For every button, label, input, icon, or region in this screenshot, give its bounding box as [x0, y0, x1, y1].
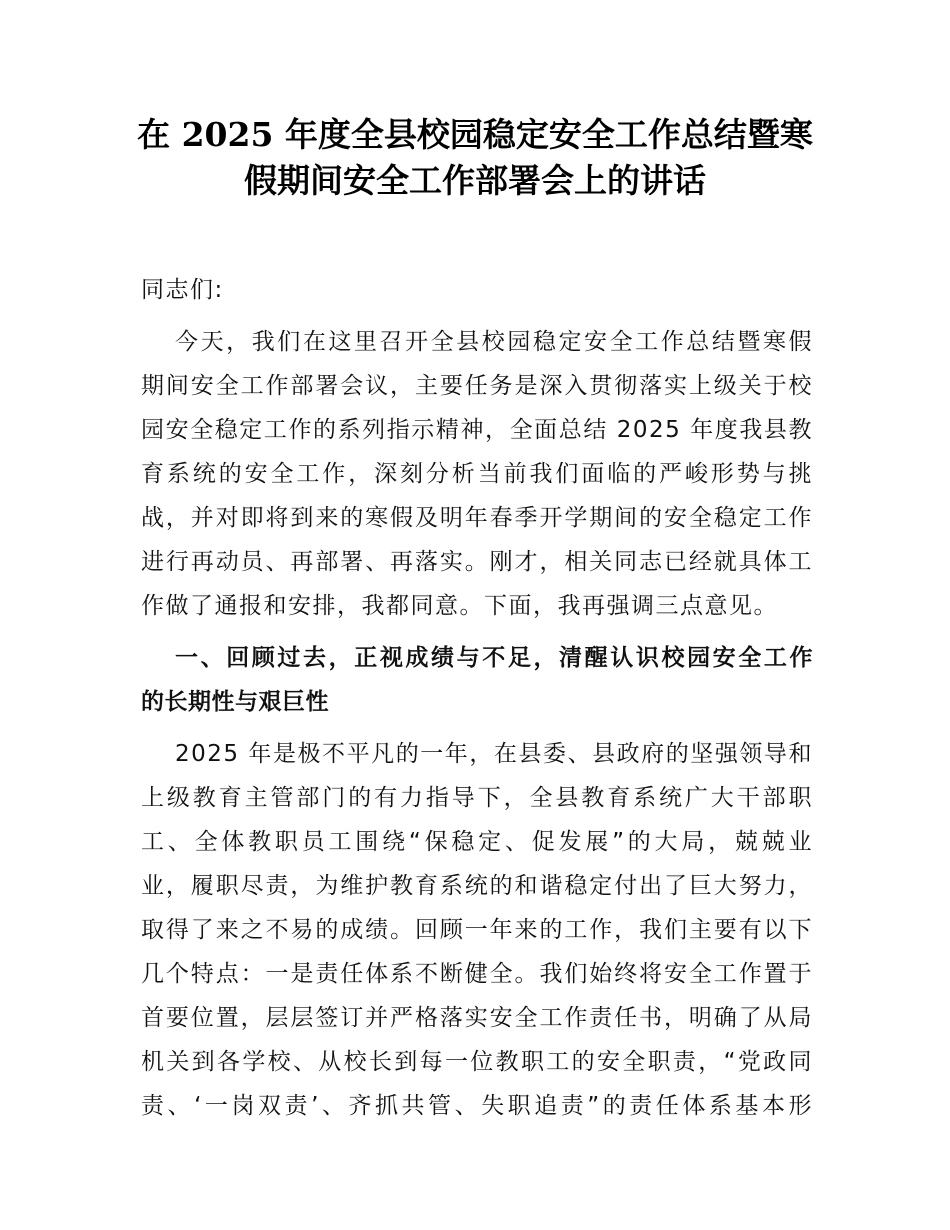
paragraph-line: 业，履职尽责，为维护教育系统的和谐稳定付出了巨大努力，: [141, 873, 813, 899]
paragraph-line: 战，并对即将到来的寒假及明年春季开学期间的安全稳定工作: [141, 505, 813, 531]
section-heading-line: 一、回顾过去，正视成绩与不足，清醒认识校园安全工作: [175, 645, 813, 671]
title-line-2: 假期间安全工作部署会上的讲话: [244, 161, 706, 200]
paragraph-line: 今天，我们在这里召开全县校园稳定安全工作总结暨寒假: [175, 329, 813, 355]
paragraph-line: 作做了通报和安排，我都同意。下面，我再强调三点意见。: [141, 593, 778, 619]
paragraph-line: 期间安全工作部署会议，主要任务是深入贯彻落实上级关于校: [141, 373, 813, 399]
paragraph-line: 几个特点：一是责任体系不断健全。我们始终将安全工作置于: [141, 961, 813, 987]
document-body: [141, 268, 813, 1128]
document-title: [120, 112, 830, 204]
paragraph-line: 首要位置，层层签订并严格落实安全工作责任书，明确了从局: [141, 1005, 813, 1031]
salutation: 同志们:: [141, 277, 224, 303]
section-heading-line: 的长期性与艰巨性: [141, 689, 329, 715]
paragraph-spacer: [141, 724, 813, 732]
intro-paragraph: [141, 320, 813, 628]
section-1-paragraph: [141, 732, 813, 1128]
paragraph-line: 机关到各学校、从校长到每一位教职工的安全职责，“党政同: [141, 1049, 813, 1075]
paragraph-spacer: [141, 628, 813, 636]
paragraph-line: 上级教育主管部门的有力指导下，全县教育系统广大干部职: [141, 785, 813, 811]
section-1-heading: [141, 636, 813, 724]
paragraph-line: 园安全稳定工作的系列指示精神，全面总结 2025 年度我县教: [141, 417, 813, 443]
paragraph-line: 育系统的安全工作，深刻分析当前我们面临的严峻形势与挑: [141, 461, 813, 487]
paragraph-line: 责、‘一岗双责’、齐抓共管、失职追责”的责任体系基本形: [141, 1093, 813, 1119]
title-line-1: 在 2025 年度全县校园稳定安全工作总结暨寒: [137, 115, 813, 154]
paragraph-line: 进行再动员、再部署、再落实。刚才，相关同志已经就具体工: [141, 549, 813, 575]
paragraph-line: 取得了来之不易的成绩。回顾一年来的工作，我们主要有以下: [141, 917, 813, 943]
paragraph-line: 2025 年是极不平凡的一年，在县委、县政府的坚强领导和: [175, 741, 813, 767]
paragraph-line: 工、全体教职员工围绕“保稳定、促发展”的大局，兢兢业: [141, 829, 813, 855]
